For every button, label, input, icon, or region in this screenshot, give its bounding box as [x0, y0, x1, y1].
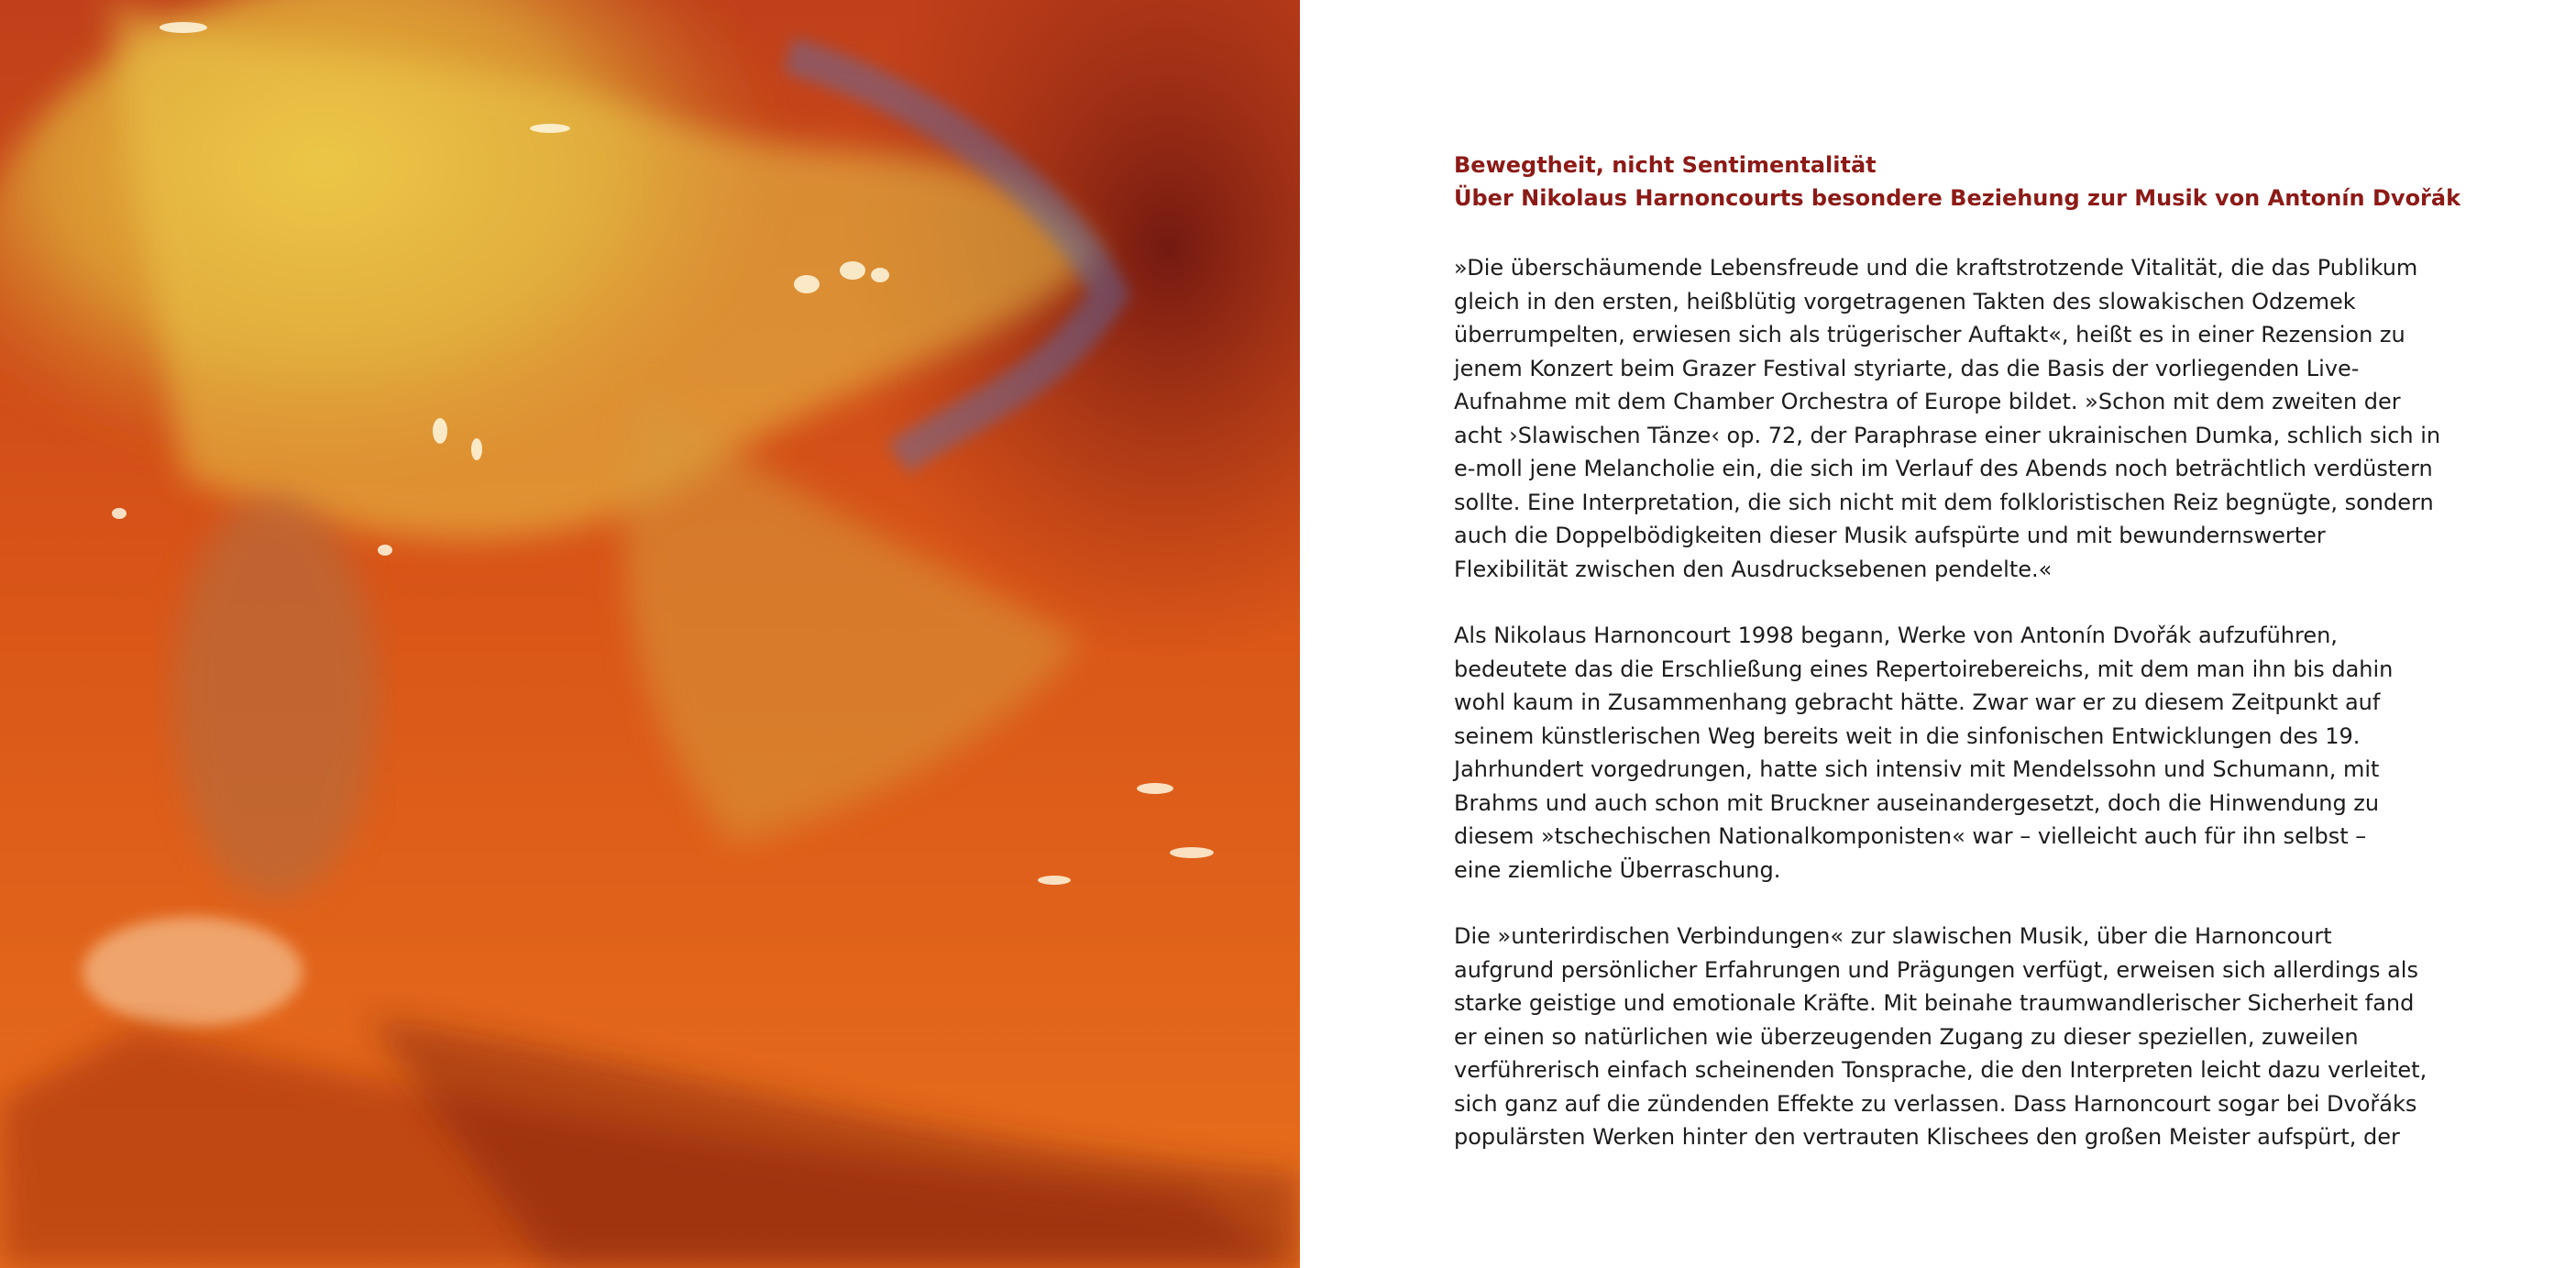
paragraph-1 — [1454, 251, 2453, 586]
text-line: e-moll jene Melancholie ein, die sich im Verlauf des Abends noch beträchtlich verdüstern — [1454, 456, 2433, 481]
text-line: Brahms und auch schon mit Bruckner auseinandergesetzt, doch die Hinwendung zu — [1454, 789, 2380, 816]
text-line: auch die Doppelbödigkeiten dieser Musik aufspürte und mit bewundernswerter — [1454, 523, 2326, 548]
text-line: populärsten Werken hinter den vertrauten Klischees den großen Meister aufspürt, der — [1454, 1124, 2400, 1150]
text-line: jenem Konzert beim Grazer Festival styriarte, das die Basis der vorliegenden Live- — [1454, 355, 2360, 381]
text-line: Jahrhundert vorgedrungen, hatte sich intensiv mit Mendelssohn und Schumann, mit — [1454, 756, 2380, 782]
article-column — [1454, 149, 2461, 1187]
article-heading — [1454, 149, 2461, 215]
text-line: wohl kaum in Zusammenhang gebracht hätte. Zwar war er zu diesem Zeitpunkt auf — [1454, 689, 2381, 715]
text-line: bedeutete das die Erschließung eines Repertoirebereichs, mit dem man ihn bis dahin — [1454, 656, 2394, 682]
text-line: eine ziemliche Überraschung. — [1454, 856, 1781, 883]
text-line: überrumpelten, erwiesen sich als trügerischer Auftakt«, heißt es in einer Rezension zu — [1454, 322, 2405, 347]
text-line: gleich in den ersten, heißblütig vorgetragenen Takten des slowakischen Odzemek — [1454, 288, 2356, 314]
text-line: er einen so natürlichen wie überzeugenden Zugang zu dieser speziellen, zuweilen — [1454, 1023, 2359, 1050]
text-line: seinem künstlerischen Weg bereits weit in die sinfonischen Entwicklungen des 19. — [1454, 722, 2361, 749]
text-line: »Die überschäumende Lebensfreude und die kraftstrotzende Vitalität, die das Publikum — [1454, 255, 2418, 281]
text-line: sich ganz auf die zündenden Effekte zu verlassen. Dass Harnoncourt sogar bei Dvořáks — [1454, 1090, 2417, 1117]
text-line: Die »unterirdischen Verbindungen« zur slawischen Musik, über die Harnoncourt — [1454, 923, 2332, 949]
heading-title: Bewegtheit, nicht Sentimentalität — [1454, 152, 1877, 178]
text-line: Flexibilität zwischen den Ausdrucksebenen pendelte.« — [1454, 556, 2053, 582]
text-line: diesem »tschechischen Nationalkomponisten« war – vielleicht auch für ihn selbst – — [1454, 823, 2367, 849]
text-line: starke geistige und emotionale Kräfte. Mit beinahe traumwandlerischer Sicherheit fand — [1454, 990, 2415, 1016]
text-line: sollte. Eine Interpretation, die sich nicht mit dem folkloristischen Reiz begnügte, sondern — [1454, 489, 2434, 515]
text-line: Als Nikolaus Harnoncourt 1998 begann, Werke von Antonín Dvořák aufzuführen, — [1454, 623, 2338, 648]
heading-subtitle: Über Nikolaus Harnoncourts besondere Beziehung zur Musik von Antonín Dvořák — [1454, 185, 2461, 211]
text-line: verführerisch einfach scheinenden Tonsprache, die den Interpreten leicht dazu verleitet, — [1454, 1057, 2427, 1083]
text-line: aufgrund persönlicher Erfahrungen und Prägungen verfügt, erweisen sich allerdings als — [1454, 956, 2418, 983]
text-line: acht ›Slawischen Tänze‹ op. 72, der Paraphrase einer ukrainischen Dumka, schlich sich in — [1454, 422, 2441, 448]
paragraph-3 — [1454, 920, 2453, 1154]
text-line: Aufnahme mit dem Chamber Orchestra of Europe bildet. »Schon mit dem zweiten der — [1454, 389, 2401, 414]
paragraph-2 — [1454, 619, 2453, 887]
